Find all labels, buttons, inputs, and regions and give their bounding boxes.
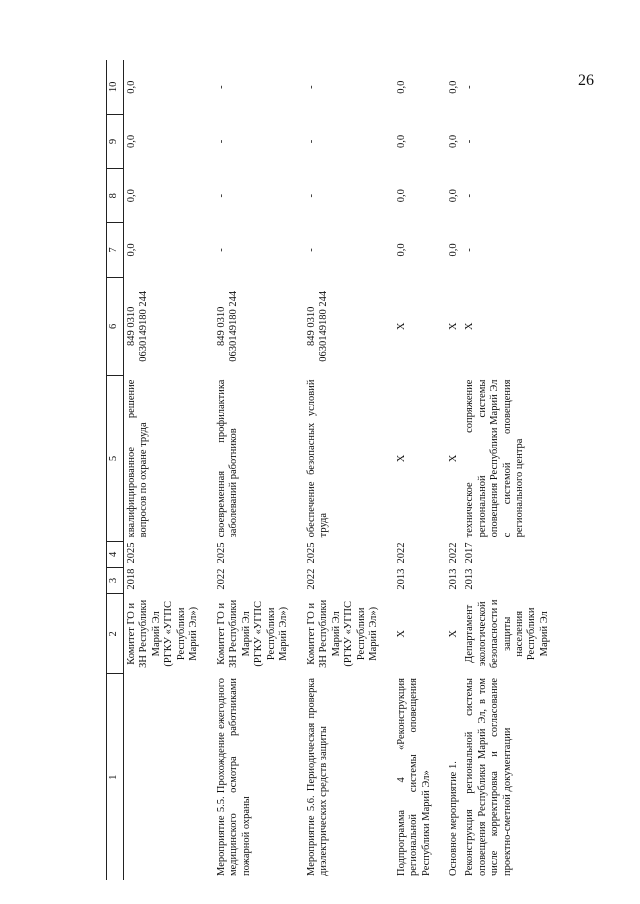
value-col10: - xyxy=(306,85,317,89)
header-cell: 1 xyxy=(107,674,124,880)
measure-name: Основное мероприятие 1. xyxy=(448,761,459,876)
start-year: 2018 xyxy=(126,568,137,590)
start-year: 2013 xyxy=(464,568,476,590)
value-col10: - xyxy=(216,85,227,89)
start-year: 2013 xyxy=(396,568,407,590)
value-col8: - xyxy=(306,193,317,198)
value-col7: 0,0 xyxy=(396,243,407,257)
value-col8: - xyxy=(216,193,227,198)
value-col10: 0,0 xyxy=(396,80,407,94)
header-cell: 7 xyxy=(107,223,124,277)
budget-code-line1: 849 0310 xyxy=(306,306,317,347)
value-col7: - xyxy=(306,248,317,252)
budget-code-line1: X xyxy=(448,322,459,331)
budget-code xyxy=(462,277,566,375)
value-col8: - xyxy=(464,193,476,198)
budget-code-line1: X xyxy=(464,322,476,331)
table-row xyxy=(394,60,446,880)
value-col10: 0,0 xyxy=(448,80,459,94)
executor: Департамент экологической безопасности и защиты населения Республики Марий Эл xyxy=(464,599,550,669)
budget-code-line1: 849 0310 xyxy=(216,306,227,347)
table-row xyxy=(304,60,394,880)
measure-name: Мероприятие 5.6. Периодическая проверка диэлектрических средств защиты xyxy=(306,678,330,876)
value-col9: - xyxy=(464,139,476,144)
table-header xyxy=(107,60,124,880)
executor: Комитет ГО и ЗН Республики Марий Эл (РГКУ «УГПС Республики Марий Эл») xyxy=(216,599,289,668)
expected-result: квалифицированное решение вопросов по охране труда xyxy=(126,379,150,538)
end-year: 2025 xyxy=(216,542,227,564)
end-year: 2017 xyxy=(464,542,476,564)
subprogram-name: Подпрограмма 4 «Реконструкция региональной системы оповещения Республики Марий Эл» xyxy=(396,678,432,876)
value-col9: 0,0 xyxy=(126,134,137,149)
budget-code-line2: 0630149180 244 xyxy=(138,290,150,362)
table-body xyxy=(124,60,567,880)
budget-code xyxy=(214,277,304,375)
table-row xyxy=(124,60,215,880)
page-number: 26 xyxy=(578,72,594,89)
header-cell: 9 xyxy=(107,114,124,168)
header-cell: 6 xyxy=(107,277,124,375)
expected-result: X xyxy=(396,454,407,463)
expected-result: своевременная профилактика заболеваний работников xyxy=(216,379,240,538)
value-col9: 0,0 xyxy=(396,134,407,149)
header-cell: 4 xyxy=(107,541,124,567)
table-row xyxy=(214,60,304,880)
start-year: 2022 xyxy=(306,568,317,590)
start-year: 2022 xyxy=(216,568,227,590)
executor: X xyxy=(448,630,459,638)
value-col10: 0,0 xyxy=(126,80,137,94)
budget-code-line2: 0630149180 244 xyxy=(228,290,240,362)
measure-name: Мероприятие 5.5. Прохождение ежегодного медицинского осмотра работниками пожарной охраны xyxy=(216,678,252,876)
header-cell: 5 xyxy=(107,376,124,542)
expected-result: X xyxy=(448,454,459,463)
value-col9: 0,0 xyxy=(448,134,459,149)
executor: X xyxy=(396,630,407,638)
header-cell: 8 xyxy=(107,169,124,223)
header-cell: 2 xyxy=(107,594,124,674)
program-table xyxy=(106,60,566,880)
table-row xyxy=(446,60,462,880)
header-cell: 3 xyxy=(107,567,124,593)
executor: Комитет ГО и ЗН Республики Марий Эл (РГКУ «УГПС Республики Марий Эл») xyxy=(306,599,379,668)
budget-code xyxy=(304,277,394,375)
value-col7: 0,0 xyxy=(448,243,459,257)
budget-code xyxy=(394,277,446,375)
executor: Комитет ГО и ЗН Республики Марий Эл (РГКУ «УГПС Республики Марий Эл») xyxy=(126,599,199,668)
end-year: 2025 xyxy=(126,542,137,564)
table-row xyxy=(462,60,566,880)
value-col8: 0,0 xyxy=(126,189,137,203)
measure-name xyxy=(124,674,215,880)
end-year: 2025 xyxy=(306,542,317,564)
value-col9: - xyxy=(306,139,317,144)
expected-result: обеспечение безопасных условий труда xyxy=(306,379,330,538)
budget-code-line1: X xyxy=(396,322,407,331)
value-col9: - xyxy=(216,139,227,144)
budget-code-line1: 849 0310 xyxy=(126,306,137,347)
end-year: 2022 xyxy=(448,542,459,564)
end-year: 2022 xyxy=(396,542,407,564)
value-col7: - xyxy=(216,248,227,252)
value-col8: 0,0 xyxy=(396,189,407,203)
value-col8: 0,0 xyxy=(448,189,459,203)
rotated-table-container xyxy=(106,0,640,880)
value-col7: - xyxy=(464,248,476,252)
budget-code xyxy=(446,277,462,375)
expected-result: техническое сопряжение региональной системы оповещения Республики Марий Эл с системой оповещения регионального центра xyxy=(464,379,525,538)
measure-name: Реконструкция региональной системы оповещения Республики Марий Эл, в том числе корректировка и согласование проектно-сметной документации xyxy=(464,678,513,876)
header-cell: 10 xyxy=(107,60,124,114)
start-year: 2013 xyxy=(448,568,459,590)
budget-code-line2: 0630149180 244 xyxy=(318,290,330,362)
value-col10: - xyxy=(464,85,476,89)
budget-code xyxy=(124,277,215,375)
value-col7: 0,0 xyxy=(126,243,137,257)
